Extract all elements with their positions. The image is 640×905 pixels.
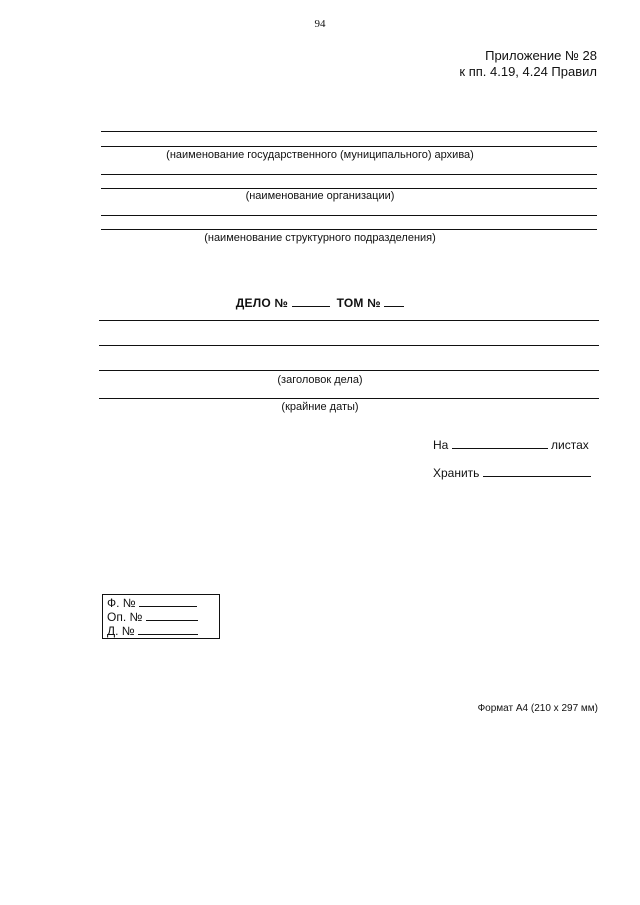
case-number-label: ДЕЛО № xyxy=(235,296,288,310)
page-number: 94 xyxy=(314,18,326,30)
archive-name-line-1 xyxy=(101,131,597,132)
organization-name-line-1 xyxy=(101,174,597,175)
archival-codes-box xyxy=(102,594,220,639)
case-title-line-2 xyxy=(99,345,599,346)
fund-number-row xyxy=(107,596,219,610)
case-heading xyxy=(0,296,640,310)
sheets-count-field xyxy=(433,438,589,452)
format-note: Формат А4 (210 х 297 мм) xyxy=(477,703,598,714)
sheets-count-blank xyxy=(452,438,548,449)
case-code-row xyxy=(107,624,219,638)
archive-name-caption: (наименование государственного (муниципального) архива) xyxy=(166,149,474,161)
case-title-line-1 xyxy=(99,320,599,321)
inventory-number-blank xyxy=(146,610,198,621)
archive-name-line-2 xyxy=(101,146,597,147)
sheets-suffix: листах xyxy=(551,438,589,452)
appendix-title: Приложение № 28 xyxy=(485,48,597,63)
case-code-label: Д. № xyxy=(107,624,135,638)
case-number-blank xyxy=(292,296,330,307)
inventory-number-row xyxy=(107,610,219,624)
division-name-line-2 xyxy=(101,229,597,230)
retention-blank xyxy=(483,466,591,477)
date-range-line xyxy=(99,398,599,399)
organization-name-line-2 xyxy=(101,188,597,189)
retention-field xyxy=(433,466,591,480)
volume-number-label: ТОМ № xyxy=(336,296,381,310)
sheets-prefix: На xyxy=(433,438,449,452)
case-code-blank xyxy=(138,624,198,635)
case-title-caption: (заголовок дела) xyxy=(277,374,363,386)
inventory-number-label: Оп. № xyxy=(107,610,143,624)
organization-name-caption: (наименование организации) xyxy=(245,190,395,202)
division-name-caption: (наименование структурного подразделения) xyxy=(204,232,436,244)
volume-number-blank xyxy=(384,296,404,307)
fund-number-label: Ф. № xyxy=(107,596,136,610)
date-range-caption: (крайние даты) xyxy=(281,401,359,413)
case-title-line-3 xyxy=(99,370,599,371)
fund-number-blank xyxy=(139,596,197,607)
appendix-reference: к пп. 4.19, 4.24 Правил xyxy=(459,64,597,79)
division-name-line-1 xyxy=(101,215,597,216)
retention-label: Хранить xyxy=(433,466,480,480)
